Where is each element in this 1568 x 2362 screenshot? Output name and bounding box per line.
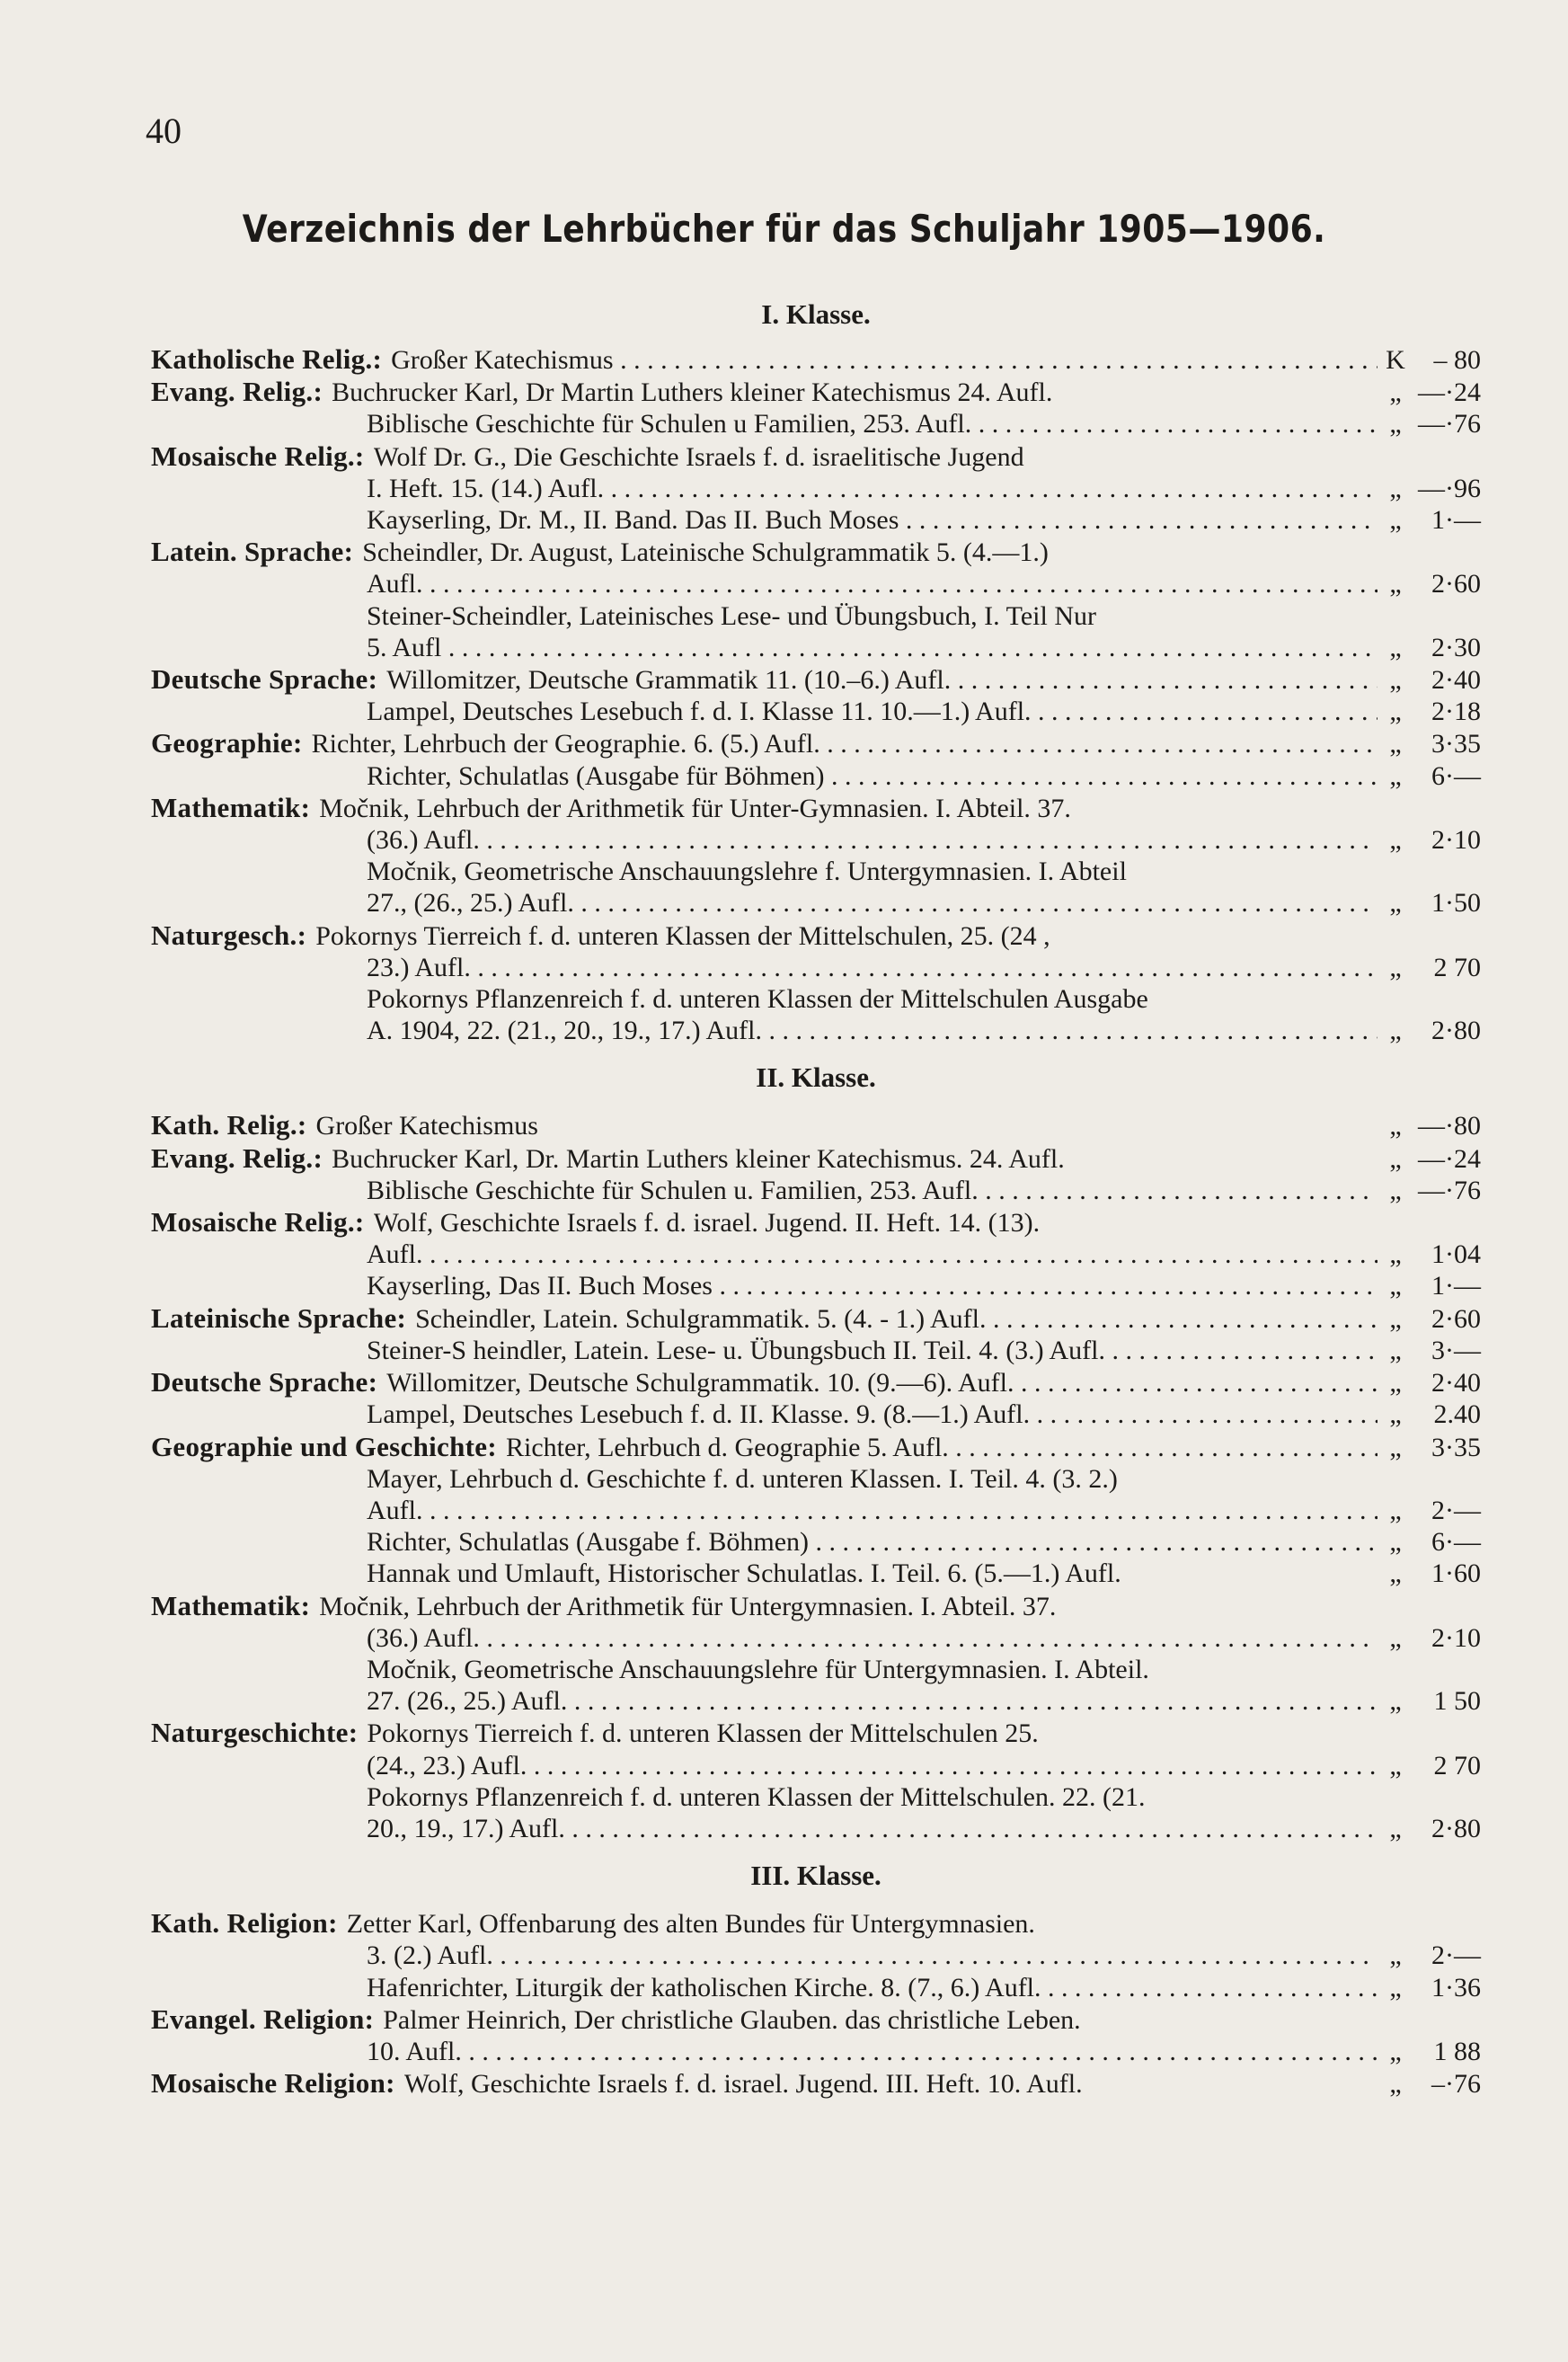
subject-label: Naturgeschichte: bbox=[151, 1717, 359, 1749]
book-title: Wolf, Geschichte Israels f. d. israel. Jugend. II. Heft. 14. (13). bbox=[373, 1208, 1041, 1239]
ditto-mark: „ bbox=[1389, 760, 1402, 791]
ditto-mark: K bbox=[1386, 345, 1405, 375]
book-title: Palmer Heinrich, Der christliche Glauben. das christliche Leben. bbox=[383, 2004, 1081, 2035]
ditto-mark: „ bbox=[1389, 729, 1402, 759]
book-title: Richter, Lehrbuch d. Geographie 5. Aufl. . . . bbox=[506, 1432, 1378, 1463]
ditto-mark: „ bbox=[1389, 1750, 1402, 1780]
subject-label: Latein. Sprache: bbox=[151, 536, 354, 568]
book-entry bbox=[151, 343, 1481, 376]
book-title: Richter, Schulatlas (Ausgabe f. Böhmen) . . . bbox=[367, 1526, 1378, 1558]
book-entry bbox=[151, 887, 1481, 919]
ditto-mark: „ bbox=[1389, 1143, 1402, 1174]
book-entry bbox=[151, 1109, 1481, 1141]
price: 2·40 bbox=[1431, 665, 1481, 696]
subject-label: Evangel. Religion: bbox=[151, 2002, 375, 2035]
book-title: A. 1904, 22. (21., 20., 19., 17.) Aufl. . . . bbox=[367, 1015, 1378, 1046]
book-title: Kayserling, Das II. Buch Moses . . . bbox=[367, 1270, 1378, 1301]
book-entry bbox=[151, 1654, 1481, 1685]
book-entry bbox=[151, 663, 1481, 696]
subject-label: Geographie: bbox=[151, 727, 303, 759]
book-title: Biblische Geschichte für Schulen u. Familien, 253. Aufl. . . . bbox=[367, 1175, 1378, 1206]
book-entry bbox=[151, 919, 1481, 952]
price: —·76 bbox=[1418, 409, 1481, 440]
ditto-mark: „ bbox=[1389, 1527, 1402, 1558]
book-title: (24., 23.) Aufl. . . . bbox=[367, 1750, 1378, 1781]
class-heading: III. Klasse. bbox=[750, 1860, 881, 1892]
price: 2 70 bbox=[1433, 1750, 1481, 1780]
class-heading: II. Klasse. bbox=[756, 1061, 876, 1094]
price: 2·30 bbox=[1431, 632, 1481, 662]
price: —·24 bbox=[1418, 377, 1481, 408]
price: 2·40 bbox=[1431, 1368, 1481, 1399]
book-title: Pokornys Tierreich f. d. unteren Klassen der Mittelschulen 25. bbox=[367, 1718, 1039, 1749]
ditto-mark: „ bbox=[1389, 952, 1402, 982]
ditto-mark: „ bbox=[1389, 1368, 1402, 1399]
book-entry bbox=[151, 1685, 1481, 1717]
book-title: Wolf, Geschichte Israels f. d. israel. Jugend. III. Heft. 10. Aufl. bbox=[403, 2069, 1083, 2100]
price: 2·18 bbox=[1431, 697, 1481, 727]
book-title: Buchrucker Karl, Dr. Martin Luthers kleiner Katechismus. 24. Aufl. bbox=[332, 1143, 1065, 1174]
book-entry bbox=[151, 408, 1481, 440]
book-title: Hafenrichter, Liturgik der katholischen Kirche. 8. (7., 6.) Aufl. . . . bbox=[367, 1972, 1378, 2003]
book-title: 23.) Aufl. . . . bbox=[367, 952, 1378, 983]
book-title: Willomitzer, Deutsche Schulgrammatik. 10. (9.—6). Aufl. . . . bbox=[386, 1367, 1378, 1399]
book-entry bbox=[151, 536, 1481, 568]
book-title: 10. Aufl. . . . bbox=[367, 2036, 1378, 2067]
price: 2·— bbox=[1431, 1495, 1481, 1525]
book-entry bbox=[151, 1431, 1481, 1463]
book-title: Lampel, Deutsches Lesebuch f. d. II. Klasse. 9. (8.—1.) Aufl. . . . bbox=[367, 1399, 1378, 1430]
subject-label: Naturgesch.: bbox=[151, 919, 307, 951]
book-entry bbox=[151, 440, 1481, 473]
class-heading: I. Klasse. bbox=[761, 298, 871, 330]
ditto-mark: „ bbox=[1389, 1972, 1402, 2002]
ditto-mark: „ bbox=[1389, 665, 1402, 696]
book-title: I. Heft. 15. (14.) Aufl. . . . bbox=[367, 473, 1378, 504]
subject-label: Evang. Relig.: bbox=[151, 376, 323, 408]
book-entry bbox=[151, 1239, 1481, 1270]
price: 1 50 bbox=[1433, 1686, 1481, 1717]
book-entry bbox=[151, 1399, 1481, 1430]
subject-label: Deutsche Sprache: bbox=[151, 1366, 378, 1399]
book-title: Pokornys Pflanzenreich f. d. unteren Klassen der Mittelschulen. 22. (21. bbox=[367, 1781, 1146, 1812]
book-entry bbox=[151, 1622, 1481, 1654]
ditto-mark: „ bbox=[1389, 2069, 1402, 2100]
ditto-mark: „ bbox=[1389, 1111, 1402, 1141]
book-title: Steiner-S heindler, Latein. Lese- u. Übungsbuch II. Teil. 4. (3.) Aufl. . . . bbox=[367, 1335, 1378, 1366]
price: 6·— bbox=[1431, 1527, 1481, 1558]
ditto-mark: „ bbox=[1389, 1399, 1402, 1430]
book-title: Pokornys Tierreich f. d. unteren Klassen der Mittelschulen, 25. (24 , bbox=[315, 920, 1050, 951]
book-title: Aufl. . . . bbox=[367, 1495, 1378, 1526]
price: —·24 bbox=[1418, 1143, 1481, 1174]
book-entry bbox=[151, 2067, 1481, 2100]
book-entry bbox=[151, 1366, 1481, 1399]
price: 3·35 bbox=[1431, 729, 1481, 759]
book-entry bbox=[151, 473, 1481, 504]
book-entry bbox=[151, 376, 1481, 408]
book-title: Močnik, Lehrbuch der Arithmetik für Untergymnasien. I. Abteil. 37. bbox=[319, 1591, 1057, 1621]
price: 2.40 bbox=[1433, 1399, 1481, 1430]
book-title: Kayserling, Dr. M., II. Band. Das II. Buch Moses . . . bbox=[367, 504, 1378, 536]
book-entry bbox=[151, 1558, 1481, 1589]
subject-label: Kath. Relig.: bbox=[151, 1109, 307, 1141]
ditto-mark: „ bbox=[1389, 1271, 1402, 1301]
subject-label: Mosaische Relig.: bbox=[151, 1206, 365, 1239]
book-title: Richter, Lehrbuch der Geographie. 6. (5.) Aufl. . . . bbox=[312, 728, 1378, 759]
book-entry bbox=[151, 1463, 1481, 1495]
price: 1·36 bbox=[1431, 1972, 1481, 2002]
subject-label: Mosaische Religion: bbox=[151, 2067, 395, 2100]
book-entry bbox=[151, 1907, 1481, 1940]
price: 1·— bbox=[1431, 1271, 1481, 1301]
book-title: Aufl. . . . bbox=[367, 1239, 1378, 1270]
book-entry bbox=[151, 952, 1481, 983]
ditto-mark: „ bbox=[1389, 697, 1402, 727]
book-title: Scheindler, Dr. August, Lateinische Schulgrammatik 5. (4.—1.) bbox=[362, 537, 1049, 568]
price: 3·35 bbox=[1431, 1432, 1481, 1462]
book-title: (36.) Aufl. . . . bbox=[367, 824, 1378, 856]
subject-label: Evang. Relig.: bbox=[151, 1141, 323, 1174]
page-number: 40 bbox=[146, 111, 182, 151]
price: 3·— bbox=[1431, 1335, 1481, 1365]
book-title: 27., (26., 25.) Aufl. . . . bbox=[367, 887, 1378, 919]
book-entry bbox=[151, 2036, 1481, 2067]
book-entry bbox=[151, 792, 1481, 824]
book-entry bbox=[151, 1206, 1481, 1239]
subject-label: Mathematik: bbox=[151, 1589, 311, 1621]
price: 1 88 bbox=[1433, 2036, 1481, 2066]
ditto-mark: „ bbox=[1389, 1335, 1402, 1365]
ditto-mark: „ bbox=[1389, 473, 1402, 503]
price: 1·60 bbox=[1431, 1558, 1481, 1589]
subject-label: Mosaische Relig.: bbox=[151, 440, 365, 472]
book-entry bbox=[151, 632, 1481, 663]
ditto-mark: „ bbox=[1389, 569, 1402, 599]
book-entry bbox=[151, 1526, 1481, 1558]
book-title: Biblische Geschichte für Schulen u Familien, 253. Aufl. . . . bbox=[367, 408, 1378, 440]
price: 1·50 bbox=[1431, 888, 1481, 919]
price: 2·10 bbox=[1431, 825, 1481, 856]
book-entry bbox=[151, 504, 1481, 536]
subject-label: Kath. Religion: bbox=[151, 1907, 338, 1940]
book-title: 20., 19., 17.) Aufl. . . . bbox=[367, 1813, 1378, 1844]
price: —·80 bbox=[1418, 1111, 1481, 1141]
book-title: Steiner-Scheindler, Lateinisches Lese- und Übungsbuch, I. Teil Nur bbox=[367, 600, 1096, 631]
book-entry bbox=[151, 1590, 1481, 1622]
book-entry bbox=[151, 1302, 1481, 1335]
price: 2·— bbox=[1431, 1940, 1481, 1971]
ditto-mark: „ bbox=[1389, 377, 1402, 408]
price: 1·04 bbox=[1431, 1239, 1481, 1270]
book-title: Willomitzer, Deutsche Grammatik 11. (10.–6.) Aufl. . . . bbox=[386, 664, 1378, 696]
ditto-mark: „ bbox=[1389, 1686, 1402, 1717]
book-entry bbox=[151, 1717, 1481, 1749]
book-entry bbox=[151, 600, 1481, 632]
book-title: Močnik, Geometrische Anschauungslehre f. Untergymnasien. I. Abteil bbox=[367, 857, 1127, 887]
book-title: 5. Aufl . . . bbox=[367, 632, 1378, 663]
ditto-mark: „ bbox=[1389, 505, 1402, 536]
ditto-mark: „ bbox=[1389, 1303, 1402, 1334]
ditto-mark: „ bbox=[1389, 1016, 1402, 1046]
book-entry bbox=[151, 2003, 1481, 2036]
book-entry bbox=[151, 1015, 1481, 1046]
ditto-mark: „ bbox=[1389, 1495, 1402, 1525]
ditto-mark: „ bbox=[1389, 632, 1402, 662]
book-title: Großer Katechismus bbox=[315, 1111, 538, 1141]
price: 2·80 bbox=[1431, 1016, 1481, 1046]
price: 1·— bbox=[1431, 505, 1481, 536]
page-title: Verzeichnis der Lehrbücher für das Schuljahr 1905—1906. bbox=[242, 207, 1326, 251]
book-entry bbox=[151, 1142, 1481, 1175]
book-title: Wolf Dr. G., Die Geschichte Israels f. d. israelitische Jugend bbox=[373, 441, 1024, 472]
book-title: Zetter Karl, Offenbarung des alten Bundes für Untergymnasien. bbox=[346, 1909, 1035, 1940]
book-entry bbox=[151, 1175, 1481, 1206]
subject-label: Mathematik: bbox=[151, 791, 311, 823]
book-title: Lampel, Deutsches Lesebuch f. d. I. Klasse 11. 10.—1.) Aufl. . . . bbox=[367, 696, 1378, 727]
book-entry bbox=[151, 856, 1481, 887]
ditto-mark: „ bbox=[1389, 2036, 1402, 2066]
ditto-mark: „ bbox=[1389, 1558, 1402, 1589]
book-entry bbox=[151, 1335, 1481, 1366]
price: –·76 bbox=[1431, 2069, 1481, 2100]
book-title: Mayer, Lehrbuch d. Geschichte f. d. unteren Klassen. I. Teil. 4. (3. 2.) bbox=[367, 1463, 1118, 1494]
book-title: 27. (26., 25.) Aufl. . . . bbox=[367, 1685, 1378, 1717]
book-entry bbox=[151, 696, 1481, 727]
price: 6·— bbox=[1431, 760, 1481, 791]
book-entry bbox=[151, 1940, 1481, 1971]
book-title: Aufl. . . . bbox=[367, 568, 1378, 599]
price: 2·60 bbox=[1431, 1303, 1481, 1334]
book-entry bbox=[151, 568, 1481, 599]
ditto-mark: „ bbox=[1389, 1622, 1402, 1653]
book-entry bbox=[151, 727, 1481, 759]
ditto-mark: „ bbox=[1389, 1940, 1402, 1971]
book-title: Hannak und Umlauft, Historischer Schulatlas. I. Teil. 6. (5.—1.) Aufl. bbox=[367, 1558, 1121, 1589]
price: – 80 bbox=[1433, 345, 1481, 375]
book-title: Močnik, Lehrbuch der Arithmetik für Unter-Gymnasien. I. Abteil. 37. bbox=[319, 793, 1071, 823]
book-list bbox=[151, 297, 1481, 2100]
price: —·96 bbox=[1418, 473, 1481, 503]
ditto-mark: „ bbox=[1389, 1813, 1402, 1843]
price: 2·10 bbox=[1431, 1622, 1481, 1653]
book-title: Pokornys Pflanzenreich f. d. unteren Klassen der Mittelschulen Ausgabe bbox=[367, 984, 1148, 1015]
subject-label: Katholische Relig.: bbox=[151, 343, 383, 375]
book-entry bbox=[151, 1750, 1481, 1781]
book-entry bbox=[151, 983, 1481, 1015]
book-entry bbox=[151, 1495, 1481, 1526]
ditto-mark: „ bbox=[1389, 1239, 1402, 1270]
book-title: Großer Katechismus . . . bbox=[391, 344, 1378, 376]
ditto-mark: „ bbox=[1389, 1175, 1402, 1205]
book-title: Močnik, Geometrische Anschauungslehre für Untergymnasien. I. Abteil. bbox=[367, 1654, 1149, 1684]
book-title: (36.) Aufl. . . . bbox=[367, 1622, 1378, 1654]
ditto-mark: „ bbox=[1389, 825, 1402, 856]
subject-label: Geographie und Geschichte: bbox=[151, 1430, 497, 1462]
book-title: Buchrucker Karl, Dr Martin Luthers kleiner Katechismus 24. Aufl. bbox=[332, 377, 1053, 408]
price: —·76 bbox=[1418, 1175, 1481, 1205]
price: 2·80 bbox=[1431, 1813, 1481, 1843]
book-title: Scheindler, Latein. Schulgrammatik. 5. (4. - 1.) Aufl. . . . bbox=[415, 1303, 1378, 1335]
book-title: 3. (2.) Aufl. . . . bbox=[367, 1940, 1378, 1971]
ditto-mark: „ bbox=[1389, 1432, 1402, 1462]
subject-label: Lateinische Sprache: bbox=[151, 1301, 407, 1334]
subject-label: Deutsche Sprache: bbox=[151, 663, 378, 696]
book-entry bbox=[151, 1972, 1481, 2003]
book-entry bbox=[151, 1781, 1481, 1813]
book-entry bbox=[151, 1270, 1481, 1301]
book-entry bbox=[151, 760, 1481, 792]
price: 2 70 bbox=[1433, 952, 1481, 982]
ditto-mark: „ bbox=[1389, 888, 1402, 919]
price: 2·60 bbox=[1431, 569, 1481, 599]
book-title: Richter, Schulatlas (Ausgabe für Böhmen) . . . bbox=[367, 760, 1378, 792]
book-entry bbox=[151, 824, 1481, 856]
ditto-mark: „ bbox=[1389, 409, 1402, 440]
book-entry bbox=[151, 1813, 1481, 1844]
